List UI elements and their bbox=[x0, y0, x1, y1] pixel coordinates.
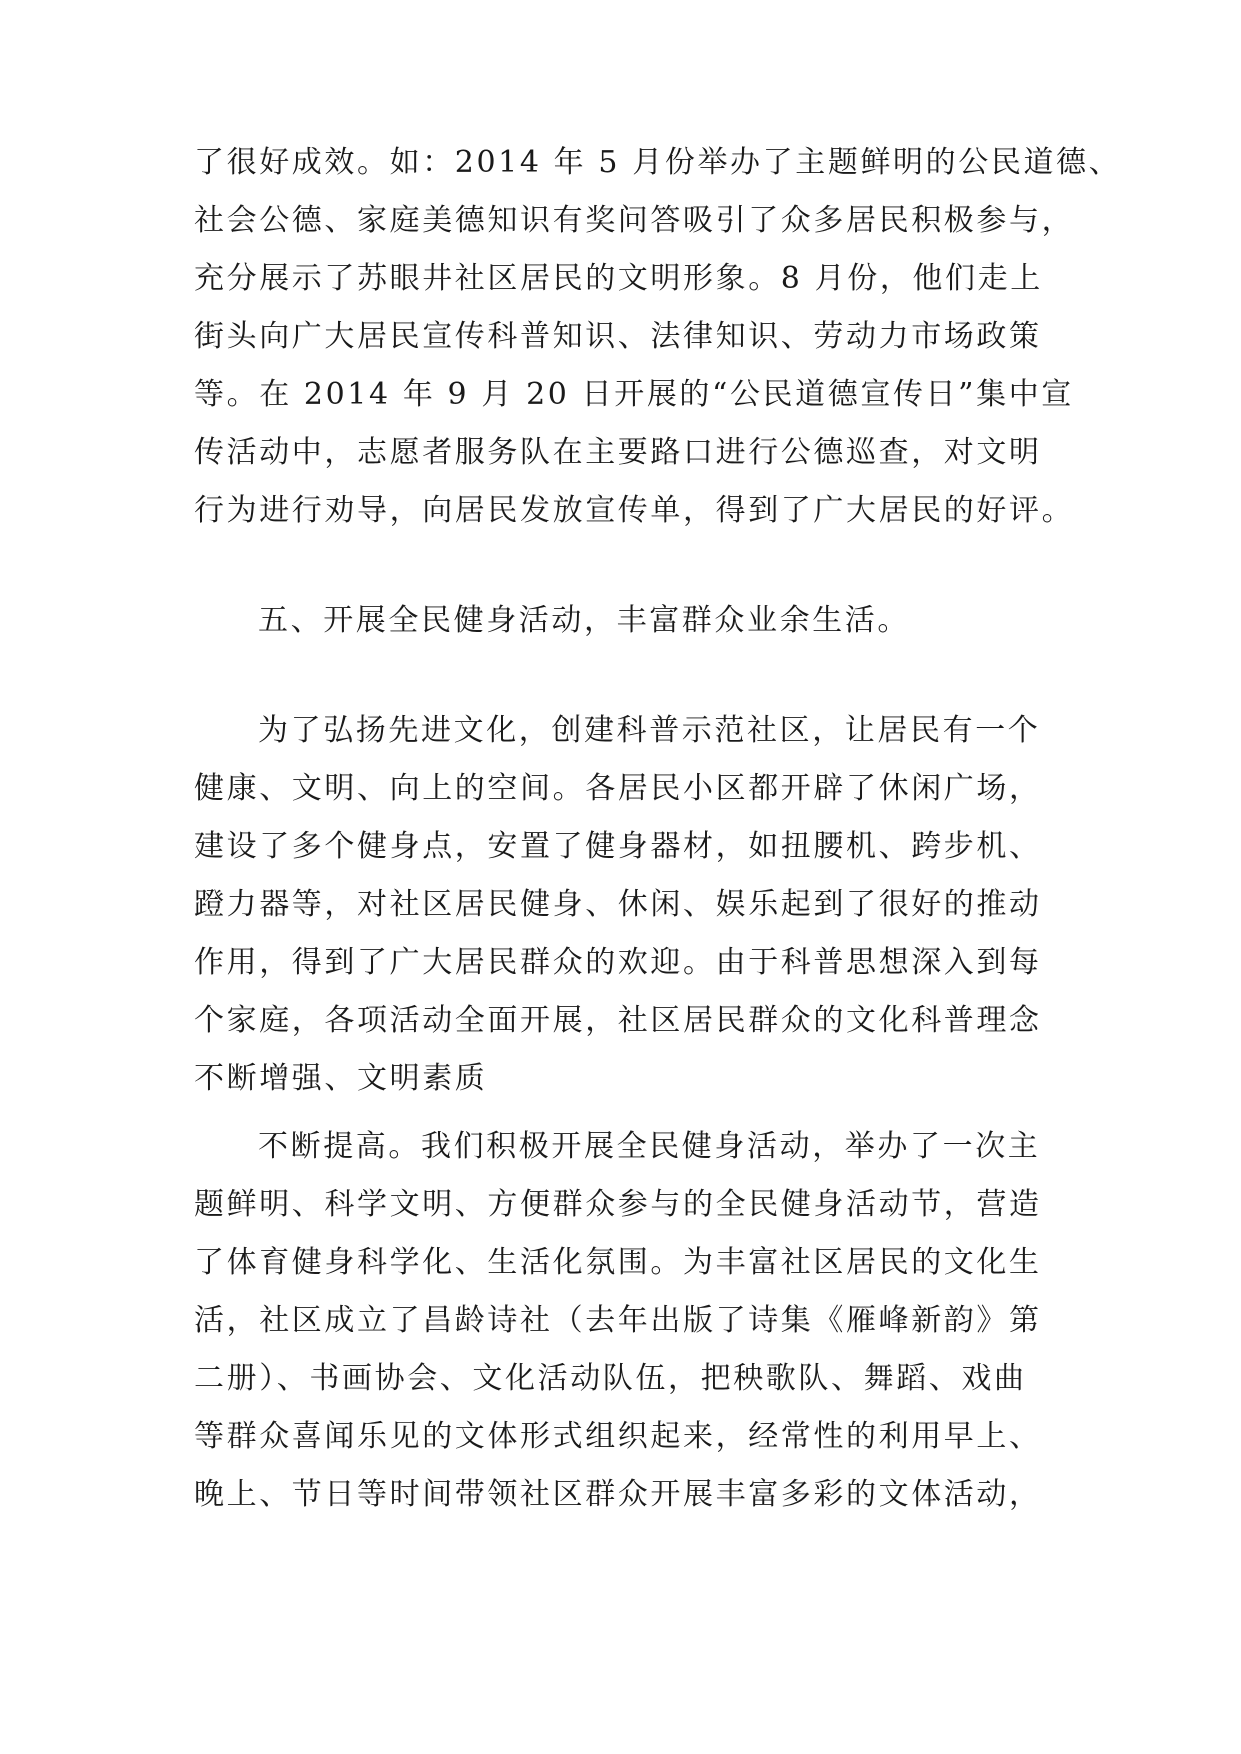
text-line: 作用，得到了广大居民群众的欢迎。由于科普思想深入到每 bbox=[194, 945, 1042, 980]
text-line: 了体育健身科学化、生活化氛围。为丰富社区居民的文化生 bbox=[194, 1245, 1042, 1280]
text-line: 不断提高。我们积极开展全民健身活动，举办了一次主 bbox=[258, 1129, 1041, 1164]
text-line: 传活动中，志愿者服务队在主要路口进行公德巡查，对文明 bbox=[194, 435, 1042, 470]
text-line: 社会公德、家庭美德知识有奖问答吸引了众多居民积极参与， bbox=[194, 203, 1075, 238]
text-line: 活，社区成立了昌龄诗社（去年出版了诗集《雁峰新韵》第 bbox=[194, 1303, 1042, 1338]
section-heading: 五、开展全民健身活动，丰富群众业余生活。 bbox=[258, 603, 910, 638]
text-line: 晚上、节日等时间带领社区群众开展丰富多彩的文体活动， bbox=[194, 1477, 1042, 1512]
text-line: 建设了多个健身点，安置了健身器材，如扭腰机、跨步机、 bbox=[194, 829, 1042, 864]
text-line: 等群众喜闻乐见的文体形式组织起来，经常性的利用早上、 bbox=[194, 1419, 1042, 1454]
text-line: 行为进行劝导，向居民发放宣传单，得到了广大居民的好评。 bbox=[194, 493, 1075, 528]
text-line: 不断增强、文明素质 bbox=[194, 1061, 488, 1096]
text-line: 等。在 2014 年 9 月 20 日开展的“公民道德宣传日”集中宣 bbox=[194, 377, 1074, 412]
text-line: 街头向广大居民宣传科普知识、法律知识、劳动力市场政策 bbox=[194, 319, 1042, 354]
text-line: 蹬力器等，对社区居民健身、休闲、娱乐起到了很好的推动 bbox=[194, 887, 1042, 922]
text-line: 为了弘扬先进文化，创建科普示范社区，让居民有一个 bbox=[258, 713, 1041, 748]
text-line: 个家庭，各项活动全面开展，社区居民群众的文化科普理念 bbox=[194, 1003, 1042, 1038]
text-line: 健康、文明、向上的空间。各居民小区都开辟了休闲广场， bbox=[194, 771, 1042, 806]
text-line: 充分展示了苏眼井社区居民的文明形象。8 月份，他们走上 bbox=[194, 261, 1043, 296]
text-line: 了很好成效。如：2014 年 5 月份举办了主题鲜明的公民道德、 bbox=[194, 145, 1122, 180]
text-line: 题鲜明、科学文明、方便群众参与的全民健身活动节，营造 bbox=[194, 1187, 1042, 1222]
text-line: 二册）、书画协会、文化活动队伍，把秧歌队、舞蹈、戏曲 bbox=[194, 1361, 1027, 1396]
